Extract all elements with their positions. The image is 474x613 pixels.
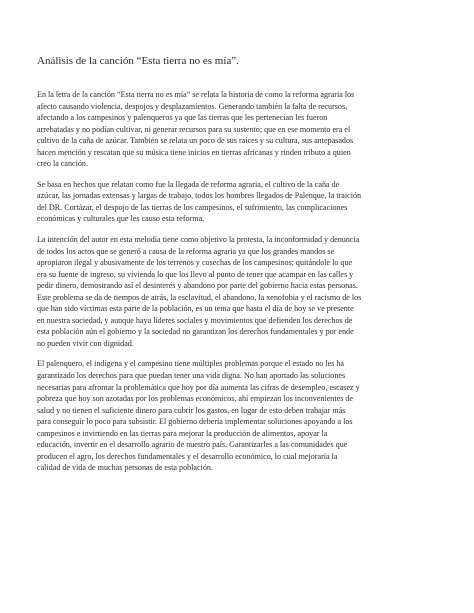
paragraph-line: esta población aún el gobierno y la sociedad no garantizan los derechos fundamentales y por ende	[37, 327, 354, 337]
paragraph-line: Este problema se da de tiempos de atrás, la esclavitud, el abandono, la xenofobia y el racismo de los	[37, 292, 362, 302]
paragraph-line: producen el agro, los derechos fundamentales y el desarrollo económico, lo cual mejoraría la	[37, 451, 338, 461]
paragraph-line: pobreza que hoy son azotadas por los problemas económicos, ahí empiezan los inconvenientes de	[37, 394, 354, 404]
paragraph-line: salud y no tienen el suficiente dinero para cubrir los gastos, en lugar de esto deben trabajar más	[37, 405, 346, 415]
paragraph-line: necesarias para afrontar la problemática que hoy por día aumenta las cifras de desempleo, escasez y	[37, 382, 360, 392]
paragraph-line: En la letra de la canción “Esta tierra no es mía” se relata la historia de como la reforma agraria los	[37, 90, 355, 99]
paragraph-line: El palenquero, el indígena y el campesino tiene múltiples problemas porque el estado no les ha	[37, 359, 345, 369]
body-paragraph	[37, 89, 431, 170]
paragraph-line: era su fuente de ingreso, su vivienda lo que los llevo al punto de tener que acampar en las calles y	[37, 269, 354, 279]
document-title: Análisis de la canción “Esta tierra no es mía”.	[37, 55, 239, 67]
paragraph-line: creo la canción.	[37, 159, 89, 169]
paragraph-line: para conseguir lo poco para subsistir. El gobierno debería implementar soluciones apoyando a los	[37, 417, 353, 427]
paragraph-line: campesinos e invirtiendo en las tierras para mejorar la producción de alimentos, apoyar la	[37, 428, 328, 438]
paragraph-line: La intención del autor en esta melodía tiene como objetivo la protesta, la inconformidad y denuncia	[37, 235, 360, 245]
paragraph-line: del DR. Cortázar, el despojo de las tierras de los campesinos, el sufrimiento, las complicaciones	[37, 202, 348, 212]
paragraph-line: cultivo de la caña de azúcar. También se relata un poco de sus raíces y su cultura, sus antepasados	[37, 136, 354, 146]
body-paragraph	[37, 358, 431, 473]
paragraph-line: hacen mención y rescatan que su música tiene inicios en tierras africanas y rinden tributo a quien	[37, 147, 351, 157]
paragraph-line: arrebatadas y no podían cultivar, ni generar recursos para su sustento; que en ese momento era el	[37, 124, 351, 134]
paragraph-line: Se basa en hechos que relatan como fue la llegada de reforma agraria, el cultivo de la caña de	[37, 179, 340, 189]
body-paragraph	[37, 179, 431, 225]
paragraph-line: afectando a los campesinos y palenqueros ya que las tierras que les pertenecían les fueron	[37, 113, 328, 123]
body-paragraph	[37, 234, 431, 349]
paragraph-line: de todos los actos que se generó a causa de la reforma agraria ya que los grandes mandos se	[37, 246, 335, 256]
paragraph-line: no pueden vivir con dignidad.	[37, 338, 134, 348]
paragraph-line: en nuestra sociedad, y aunque haya líderes sociales y movimientos que defienden los derechos de	[37, 315, 353, 325]
paragraph-line: calidad de vida de muchas personas de esta población.	[37, 463, 213, 473]
paragraph-line: que han sido víctimas esta parte de la población, es un tema que hasta el día de hoy se ve presente	[37, 304, 354, 314]
paragraph-line: apropiaron ilegal y abusivamente de los terrenos y cosechas de los campesinos; quitándole lo que	[37, 258, 353, 268]
paragraph-line: económicas y culturales que les causo esta reforma.	[37, 214, 205, 224]
paragraph-line: garantizado los derechos para que puedan tener una vida digna. No han aportado las soluciones	[37, 371, 346, 381]
paragraph-line: azúcar, las jornadas extensas y largas de trabajo, todos los hombres llegados de Palenque, la traición	[37, 191, 362, 201]
paragraph-line: educación, invertir en el desarrollo agrario de nuestro país. Garantizarles a las comunidades que	[37, 440, 348, 450]
paragraph-line: pedir dinero, demostrando así el desinterés y abandono por parte del gobierno hacia estas personas.	[37, 281, 358, 291]
paragraph-line: afecto causando violencia, despojos y desplazamientos. Generando también la falta de recursos,	[37, 101, 348, 111]
document-body	[37, 89, 431, 483]
